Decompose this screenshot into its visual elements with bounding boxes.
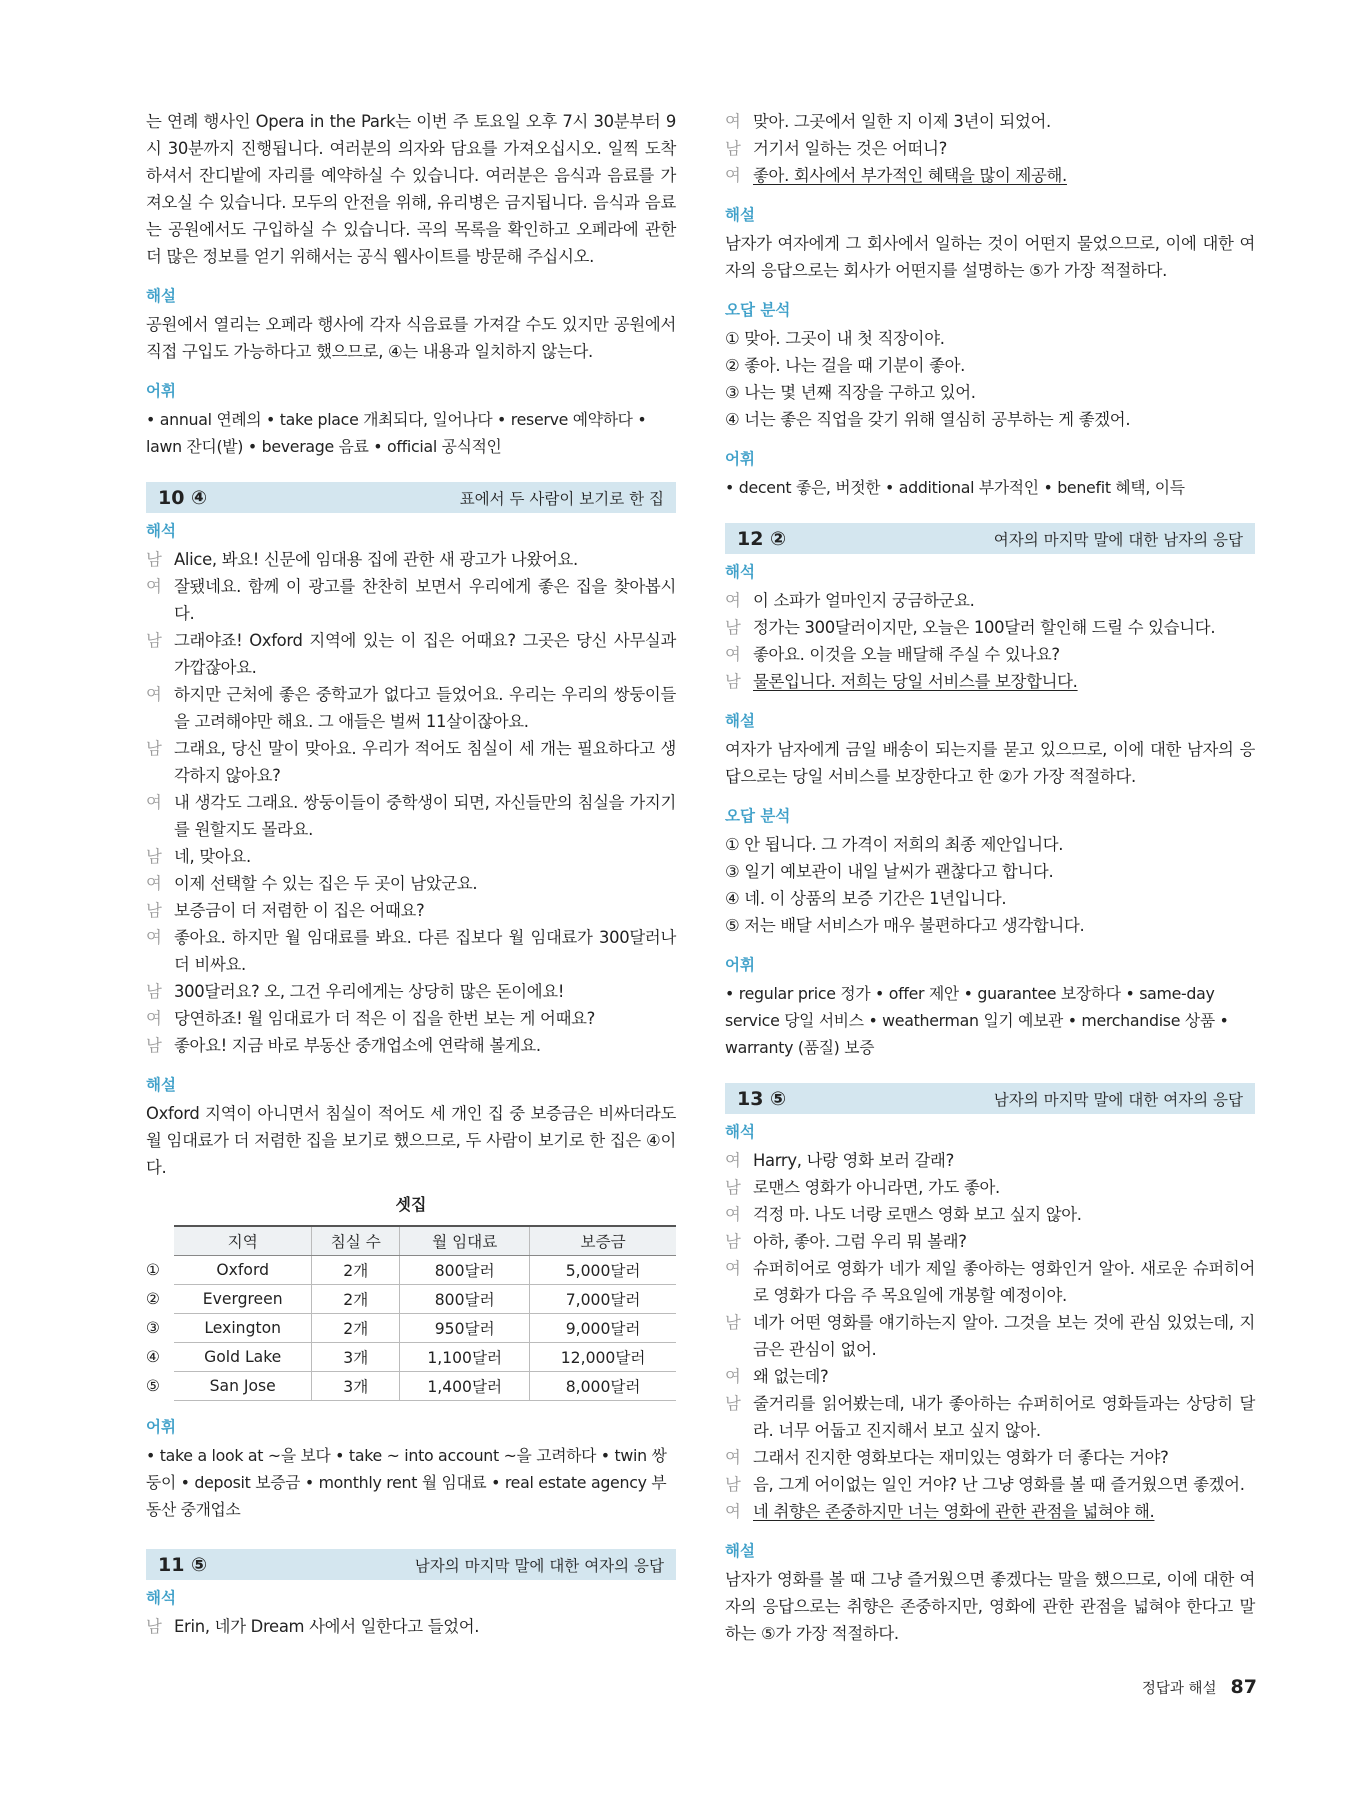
table-header-cell: 침실 수 — [312, 1226, 400, 1256]
q9-vocab: • annual 연례의 • take place 개최되다, 일어나다 • reserve 예약하다 • lawn 잔디(밭) • beverage 음료 • official 공식적인 — [146, 410, 647, 456]
table-header-cell: 보증금 — [530, 1226, 676, 1256]
q10-header — [146, 482, 676, 513]
q12-vocab: • regular price 정가 • offer 제안 • guarantee 보장하다 • same-day service 당일 서비스 • weatherman 일기 예보관 • merchandise 상품 • warranty (품질) 보증 — [725, 984, 1229, 1057]
speaker-mark: 여 — [725, 1205, 741, 1224]
speaker-mark: 여 — [146, 874, 162, 893]
dialogue-text — [753, 668, 1255, 695]
q13-title: 남자의 마지막 말에 대한 여자의 응답 — [993, 1090, 1243, 1109]
dialogue-text: 내 생각도 그래요. 쌍둥이들이 중학생이 되면, 자신들만의 침실을 가지기를 원할지도 몰라요. — [174, 793, 676, 839]
dialogue-text: 왜 없는데? — [753, 1367, 829, 1386]
table-cell: 2개 — [312, 1314, 400, 1343]
speaker-mark: 남 — [725, 618, 741, 637]
dialogue-text: Erin, 네가 Dream 사에서 일한다고 들었어. — [174, 1617, 480, 1636]
dialogue-line — [725, 587, 1255, 614]
dialogue-line — [146, 1005, 676, 1032]
left-column — [146, 108, 676, 1640]
table-cell: Evergreen — [174, 1285, 312, 1314]
dialogue-line — [725, 1444, 1255, 1471]
q12-wrong-answers — [725, 831, 1255, 939]
table-cell: 7,000달러 — [530, 1285, 676, 1314]
option-mark: ⑤ — [146, 1372, 174, 1401]
table-cell: 950달러 — [400, 1314, 530, 1343]
page-footer — [1142, 1676, 1257, 1698]
speaker-mark: 여 — [725, 1367, 741, 1386]
q10-explanation-label: 해설 — [146, 1076, 176, 1094]
dialogue-line — [725, 1498, 1255, 1525]
dialogue-text: 네가 어떤 영화를 얘기하는지 알아. 그것을 보는 것에 관심 있었는데, 지금은 관심이 없어. — [753, 1313, 1255, 1359]
q11-header — [146, 1549, 676, 1580]
table-cell: 5,000달러 — [530, 1256, 676, 1285]
table-cell: Oxford — [174, 1256, 312, 1285]
table-cell: 12,000달러 — [530, 1343, 676, 1372]
q12-wrong-label: 오답 분석 — [725, 807, 791, 825]
speaker-mark: 여 — [725, 1448, 741, 1467]
dialogue-text — [753, 1498, 1255, 1525]
q10-vocab: • take a look at ~을 보다 • take ~ into account ~을 고려하다 • twin 쌍둥이 • deposit 보증금 • monthly rent 월 임대료 • real estate agency 부동산 중개업소 — [146, 1446, 667, 1519]
table-cell: 1,400달러 — [400, 1372, 530, 1401]
table-header-cell: 월 임대료 — [400, 1226, 530, 1256]
dialogue-line — [725, 668, 1255, 695]
q13-explanation-label: 해설 — [725, 1542, 755, 1560]
speaker-mark: 남 — [725, 1178, 741, 1197]
speaker-mark: 여 — [146, 685, 162, 704]
speaker-mark: 여 — [725, 645, 741, 664]
q13-dialogue — [725, 1147, 1255, 1525]
option-mark: ② — [146, 1285, 174, 1314]
dialogue-text: 음, 그게 어이없는 일인 거야? 난 그냥 영화를 볼 때 즐거웠으면 좋겠어. — [753, 1475, 1245, 1494]
dialogue-line — [725, 1390, 1255, 1444]
rental-table-caption: 셋집 — [395, 1195, 427, 1214]
speaker-mark: 여 — [146, 577, 162, 596]
speaker-mark: 남 — [725, 1232, 741, 1251]
answer-underline: 물론입니다. 저희는 당일 서비스를 보장합니다. — [753, 672, 1078, 691]
dialogue-text: 줄거리를 읽어봤는데, 내가 좋아하는 슈퍼히어로 영화들과는 상당히 달라. 너무 어둡고 진지해서 보고 싶지 않아. — [753, 1394, 1255, 1440]
option-mark: ① — [146, 1256, 174, 1285]
speaker-mark: 남 — [725, 1475, 741, 1494]
dialogue-text: Alice, 봐요! 신문에 임대용 집에 관한 새 광고가 나왔어요. — [174, 550, 578, 569]
dialogue-line — [146, 627, 676, 681]
dialogue-line — [146, 789, 676, 843]
dialogue-text: 이 소파가 얼마인지 궁금하군요. — [753, 591, 975, 610]
speaker-mark: 여 — [146, 1009, 162, 1028]
q13-script-label: 해석 — [725, 1123, 755, 1141]
speaker-mark: 여 — [146, 928, 162, 947]
table-cell: 3개 — [312, 1343, 400, 1372]
wrong-answer-item: ④ 너는 좋은 직업을 갖기 위해 열심히 공부하는 게 좋겠어. — [725, 410, 1131, 429]
table-cell: Lexington — [174, 1314, 312, 1343]
q10-title: 표에서 두 사람이 보기로 한 집 — [459, 489, 664, 508]
wrong-answer-item: ② 좋아. 나는 걸을 때 기분이 좋아. — [725, 356, 966, 375]
dialogue-text: 하지만 근처에 좋은 중학교가 없다고 들었어요. 우리는 우리의 쌍둥이들을 고려해야만 해요. 그 애들은 벌써 11살이잖아요. — [174, 685, 676, 731]
dialogue-line — [146, 1613, 676, 1640]
speaker-mark: 남 — [146, 1617, 162, 1636]
table-cell: San Jose — [174, 1372, 312, 1401]
dialogue-line — [725, 1174, 1255, 1201]
dialogue-text: 잘됐네요. 함께 이 광고를 찬찬히 보면서 우리에게 좋은 집을 찾아봅시다. — [174, 577, 676, 623]
dialogue-text — [753, 162, 1255, 189]
speaker-mark: 여 — [725, 166, 741, 185]
table-row — [146, 1314, 676, 1343]
table-row — [146, 1372, 676, 1401]
dialogue-line — [725, 135, 1255, 162]
dialogue-text: 걱정 마. 나도 너랑 로맨스 영화 보고 싶지 않아. — [753, 1205, 1082, 1224]
speaker-mark: 여 — [725, 1502, 741, 1521]
q12-header — [725, 523, 1255, 554]
dialogue-text: 그래서 진지한 영화보다는 재미있는 영화가 더 좋다는 거야? — [753, 1448, 1169, 1467]
q11-explanation: 남자가 여자에게 그 회사에서 일하는 것이 어떤지 물었으므로, 이에 대한 여자의 응답으로는 회사가 어떤지를 설명하는 ⑤가 가장 적절하다. — [725, 234, 1255, 280]
speaker-mark: 여 — [725, 591, 741, 610]
dialogue-line — [146, 573, 676, 627]
q13-number: 13 ⑤ — [737, 1087, 787, 1110]
q11-wrong-answers — [725, 325, 1255, 433]
speaker-mark: 남 — [146, 739, 162, 758]
speaker-mark: 남 — [146, 901, 162, 920]
speaker-mark: 남 — [725, 1394, 741, 1413]
table-row — [146, 1256, 676, 1285]
dialogue-text: 아하, 좋아. 그럼 우리 뭐 볼래? — [753, 1232, 967, 1251]
dialogue-line — [725, 108, 1255, 135]
dialogue-line — [725, 1255, 1255, 1309]
q11-explanation-label: 해설 — [725, 206, 755, 224]
table-cell: 3개 — [312, 1372, 400, 1401]
dialogue-line — [146, 843, 676, 870]
dialogue-text: 정가는 300달러이지만, 오늘은 100달러 할인해 드릴 수 있습니다. — [753, 618, 1216, 637]
footer-label: 정답과 해설 — [1141, 1681, 1217, 1697]
q10-vocab-label: 어휘 — [146, 1418, 176, 1436]
table-header-cell: 지역 — [174, 1226, 312, 1256]
dialogue-text: 이제 선택할 수 있는 집은 두 곳이 남았군요. — [174, 874, 478, 893]
dialogue-line — [725, 162, 1255, 189]
table-cell: 2개 — [312, 1256, 400, 1285]
answer-underline: 좋아. 회사에서 부가적인 혜택을 많이 제공해. — [753, 166, 1067, 185]
dialogue-line — [725, 614, 1255, 641]
speaker-mark: 남 — [146, 1036, 162, 1055]
dialogue-line — [146, 870, 676, 897]
q9-script-tail: 는 연례 행사인 Opera in the Park는 이번 주 토요일 오후 7시 30분부터 9시 30분까지 진행됩니다. 여러분의 의자와 담요를 가져오십시오. 일찍 도착하셔서 잔디밭에 자리를 예약하실 수 있습니다. 여러분은 음식과 음료를 가져오실 수 있습니다. 모두의 안전을 위해, 유리병은 금지됩니다. 음식과 음료는 공원에서도 구입하실 수 있습니다. 곡의 목록을 확인하고 오페라에 관한 더 많은 정보를 얻기 위해서는 공식 웹사이트를 방문해 주십시오. — [146, 112, 676, 266]
dialogue-text: 좋아요. 하지만 월 임대료를 봐요. 다른 집보다 월 임대료가 300달러나 더 비싸요. — [174, 928, 676, 974]
q9-explanation: 공원에서 열리는 오페라 행사에 각자 식음료를 가져갈 수도 있지만 공원에서 직접 구입도 가능하다고 했으므로, ④는 내용과 일치하지 않는다. — [146, 315, 676, 361]
q13-header — [725, 1083, 1255, 1114]
q10-script-label: 해석 — [146, 522, 176, 540]
dialogue-text: Harry, 나랑 영화 보러 갈래? — [753, 1151, 954, 1170]
dialogue-text: 300달러요? 오, 그건 우리에게는 상당히 많은 돈이에요! — [174, 982, 565, 1001]
dialogue-line — [725, 641, 1255, 668]
q12-script-label: 해석 — [725, 563, 755, 581]
speaker-mark: 남 — [146, 631, 162, 650]
dialogue-line — [725, 1228, 1255, 1255]
q10-explanation: Oxford 지역이 아니면서 침실이 적어도 세 개인 집 중 보증금은 비싸더라도 월 임대료가 더 저렴한 집을 보기로 했으므로, 두 사람이 보기로 한 집은 ④이다. — [146, 1104, 676, 1177]
q10-number: 10 ④ — [158, 486, 208, 509]
speaker-mark: 남 — [146, 847, 162, 866]
answer-underline: 네 취향은 존중하지만 너는 영화에 관한 관점을 넓혀야 해. — [753, 1502, 1155, 1521]
option-mark: ④ — [146, 1343, 174, 1372]
dialogue-line — [725, 1309, 1255, 1363]
dialogue-line — [725, 1201, 1255, 1228]
speaker-mark: 여 — [725, 1259, 741, 1278]
dialogue-line — [146, 924, 676, 978]
speaker-mark: 여 — [146, 793, 162, 812]
dialogue-line — [146, 978, 676, 1005]
speaker-mark: 남 — [146, 550, 162, 569]
speaker-mark: 남 — [725, 139, 741, 158]
speaker-mark: 남 — [146, 982, 162, 1001]
dialogue-line — [146, 897, 676, 924]
right-column — [725, 108, 1255, 1647]
table-cell: 800달러 — [400, 1256, 530, 1285]
dialogue-line — [146, 735, 676, 789]
table-cell: 800달러 — [400, 1285, 530, 1314]
dialogue-text: 네, 맞아요. — [174, 847, 251, 866]
dialogue-line — [725, 1363, 1255, 1390]
dialogue-line — [725, 1471, 1255, 1498]
dialogue-text: 그래야죠! Oxford 지역에 있는 이 집은 어때요? 그곳은 당신 사무실과 가깝잖아요. — [174, 631, 676, 677]
wrong-answer-item: ① 안 됩니다. 그 가격이 저희의 최종 제안입니다. — [725, 835, 1064, 854]
speaker-mark: 여 — [725, 112, 741, 131]
table-cell: 2개 — [312, 1285, 400, 1314]
speaker-mark: 남 — [725, 1313, 741, 1332]
q12-vocab-label: 어휘 — [725, 956, 755, 974]
wrong-answer-item: ⑤ 저는 배달 서비스가 매우 불편하다고 생각합니다. — [725, 916, 1085, 935]
dialogue-text: 보증금이 더 저렴한 이 집은 어때요? — [174, 901, 425, 920]
dialogue-text: 좋아요. 이것을 오늘 배달해 주실 수 있나요? — [753, 645, 1060, 664]
q11-number: 11 ⑤ — [158, 1553, 208, 1576]
dialogue-line — [146, 681, 676, 735]
speaker-mark: 남 — [725, 672, 741, 691]
dialogue-text: 맞아. 그곳에서 일한 지 이제 3년이 되었어. — [753, 112, 1051, 131]
q9-explanation-label: 해설 — [146, 287, 176, 305]
wrong-answer-item: ① 맞아. 그곳이 내 첫 직장이야. — [725, 329, 945, 348]
wrong-answer-item: ③ 나는 몇 년째 직장을 구하고 있어. — [725, 383, 976, 402]
q12-dialogue — [725, 587, 1255, 695]
dialogue-line — [146, 546, 676, 573]
dialogue-text: 거기서 일하는 것은 어떠니? — [753, 139, 947, 158]
q11-title: 남자의 마지막 말에 대한 여자의 응답 — [414, 1556, 664, 1575]
dialogue-text: 로맨스 영화가 아니라면, 가도 좋아. — [753, 1178, 1000, 1197]
table-cell: 8,000달러 — [530, 1372, 676, 1401]
dialogue-line — [146, 1032, 676, 1059]
q11-script-label: 해석 — [146, 1589, 176, 1607]
q12-number: 12 ② — [737, 527, 787, 550]
rental-table-header — [146, 1226, 676, 1256]
q11-wrong-label: 오답 분석 — [725, 301, 791, 319]
dialogue-text: 그래요, 당신 말이 맞아요. 우리가 적어도 침실이 세 개는 필요하다고 생각하지 않아요? — [174, 739, 676, 785]
q12-explanation-label: 해설 — [725, 712, 755, 730]
dialogue-text: 당연하죠! 월 임대료가 더 적은 이 집을 한번 보는 게 어때요? — [174, 1009, 596, 1028]
rental-table-body — [146, 1256, 676, 1401]
q12-explanation: 여자가 남자에게 금일 배송이 되는지를 묻고 있으므로, 이에 대한 남자의 응답으로는 당일 서비스를 보장한다고 한 ②가 가장 적절하다. — [725, 740, 1255, 786]
table-cell: 9,000달러 — [530, 1314, 676, 1343]
q11-dialogue — [146, 1613, 676, 1640]
table-cell: Gold Lake — [174, 1343, 312, 1372]
q11-vocab: • decent 좋은, 버젓한 • additional 부가적인 • benefit 혜택, 이득 — [725, 478, 1185, 497]
q11-dialogue-continued — [725, 108, 1255, 189]
dialogue-text: 슈퍼히어로 영화가 네가 제일 좋아하는 영화인거 알아. 새로운 슈퍼히어로 영화가 다음 주 목요일에 개봉할 예정이야. — [753, 1259, 1255, 1305]
rental-table — [146, 1225, 676, 1401]
q9-vocab-label: 어휘 — [146, 382, 176, 400]
q13-explanation: 남자가 영화를 볼 때 그냥 즐거웠으면 좋겠다는 말을 했으므로, 이에 대한 여자의 응답으로는 취향은 존중하지만, 영화에 관한 관점을 넓혀야 한다고 말하는 ⑤가 가장 적절하다. — [725, 1570, 1255, 1643]
q11-vocab-label: 어휘 — [725, 450, 755, 468]
q12-title: 여자의 마지막 말에 대한 남자의 응답 — [993, 530, 1243, 549]
wrong-answer-item: ③ 일기 예보관이 내일 날씨가 괜찮다고 합니다. — [725, 862, 1054, 881]
table-row — [146, 1343, 676, 1372]
wrong-answer-item: ④ 네. 이 상품의 보증 기간은 1년입니다. — [725, 889, 1007, 908]
dialogue-line — [725, 1147, 1255, 1174]
option-mark: ③ — [146, 1314, 174, 1343]
speaker-mark: 여 — [725, 1151, 741, 1170]
dialogue-text: 좋아요! 지금 바로 부동산 중개업소에 연락해 볼게요. — [174, 1036, 541, 1055]
table-cell: 1,100달러 — [400, 1343, 530, 1372]
table-row — [146, 1285, 676, 1314]
table-corner — [146, 1226, 174, 1256]
page-number: 87 — [1230, 1676, 1257, 1698]
q10-dialogue — [146, 546, 676, 1059]
